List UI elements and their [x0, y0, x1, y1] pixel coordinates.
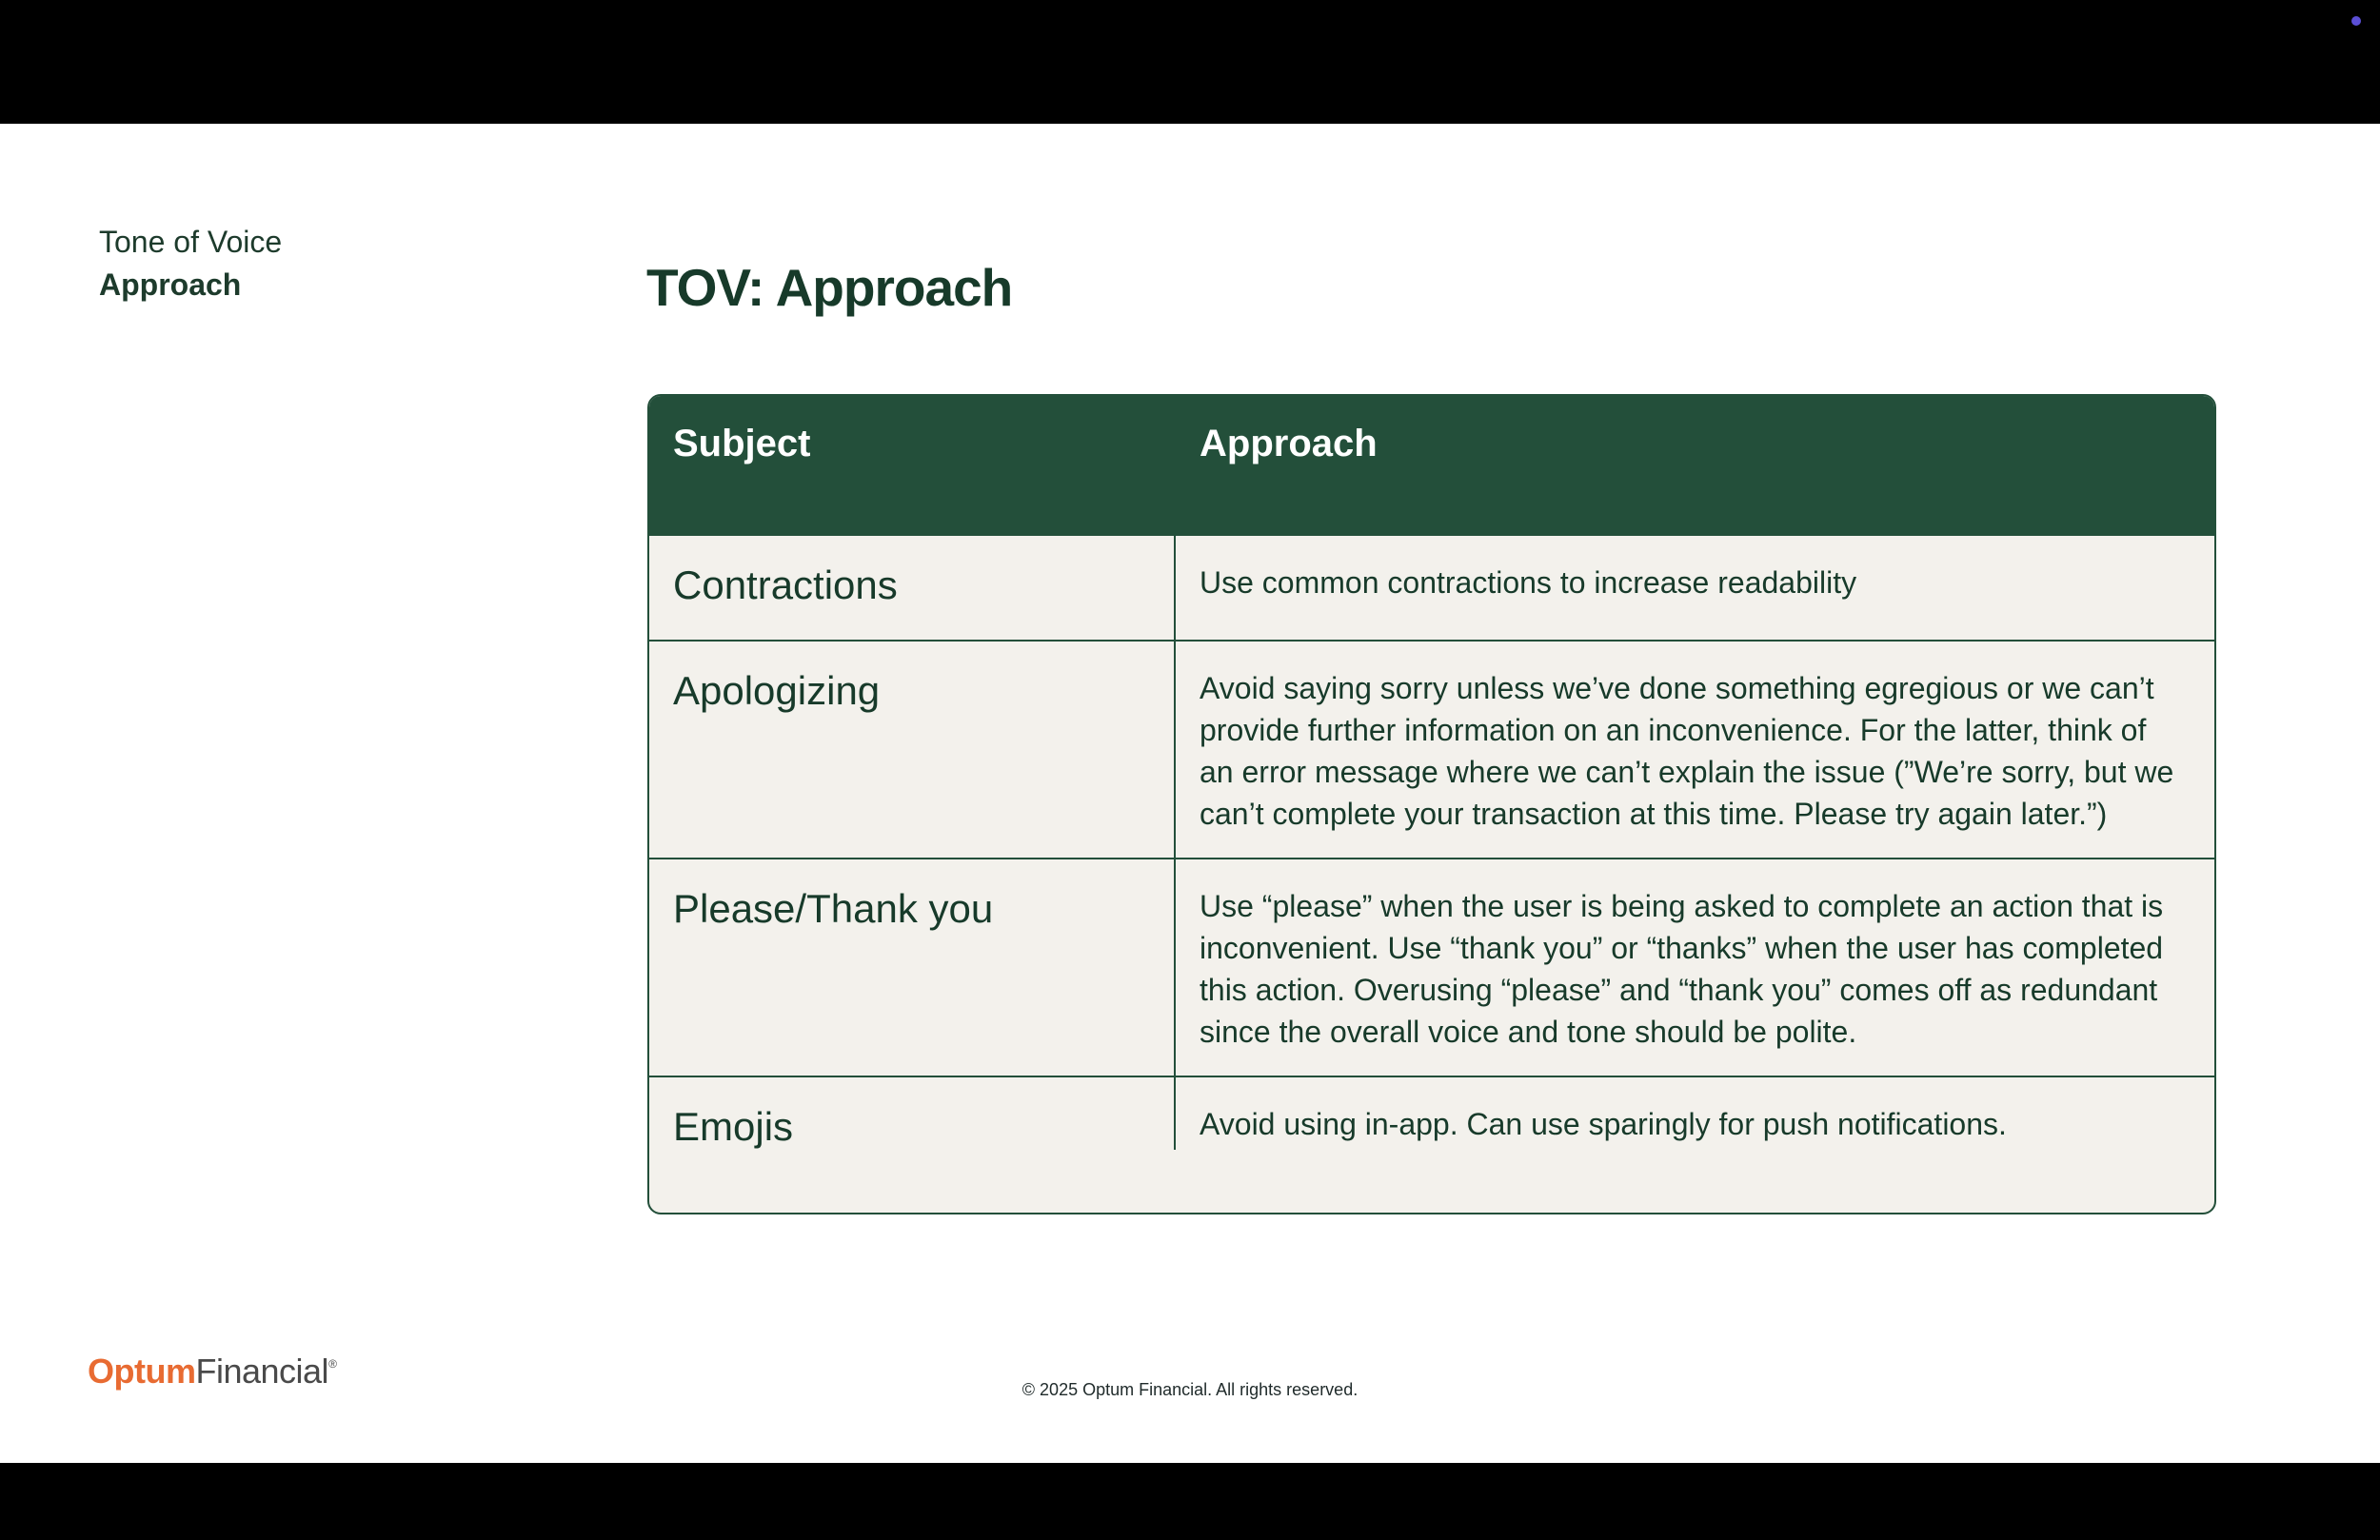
breadcrumb-section: Tone of Voice: [99, 225, 283, 259]
row-approach: Avoid using in-app. Can use sparingly for push notifications.: [1200, 1107, 2007, 1141]
column-header-approach: Approach: [1200, 423, 1378, 464]
bottom-letterbox-bar: [0, 1463, 2380, 1540]
logo-brand: Optum: [88, 1352, 196, 1391]
column-header-subject: Subject: [673, 423, 811, 464]
slide-title: TOV: Approach: [646, 258, 1013, 317]
row-approach: Avoid saying sorry unless we’ve done something egregious or we can’t provide further information on an inconvenience. For the latter, think of an error message where we can’t explain the issue (”We’re sorry, but we can’t complete your transaction at this time. Please try again later.”): [1200, 671, 2174, 831]
row-approach: Use common contractions to increase readability: [1200, 565, 1857, 600]
section-breadcrumb: [99, 221, 282, 306]
row-subject: Emojis: [649, 1077, 1176, 1150]
logo-suffix: Financial: [195, 1352, 329, 1391]
slide: [0, 124, 2380, 1463]
table-row: [649, 640, 2214, 858]
row-approach: Use “please” when the user is being asked to complete an action that is inconvenient. Use “thank you” or “thanks” when the user has completed this action. Overusing “please” and “thank you” comes off as redundant since the overall voice and tone should be polite.: [1200, 889, 2164, 1049]
status-dot-icon: [2351, 16, 2361, 26]
breadcrumb-current: Approach: [99, 267, 242, 302]
table-row: [649, 534, 2214, 640]
row-subject: Please/Thank you: [649, 859, 1176, 1076]
row-subject: Apologizing: [649, 642, 1176, 858]
table-row: [649, 858, 2214, 1076]
row-subject: Contractions: [649, 536, 1176, 640]
approach-table: [647, 394, 2216, 1214]
top-letterbox-bar: [0, 0, 2380, 124]
table-header: [649, 396, 2214, 534]
copyright-notice: © 2025 Optum Financial. All rights reserved.: [1021, 1380, 1359, 1399]
table-row: [649, 1076, 2214, 1150]
logo-registered-mark: ®: [328, 1357, 337, 1371]
